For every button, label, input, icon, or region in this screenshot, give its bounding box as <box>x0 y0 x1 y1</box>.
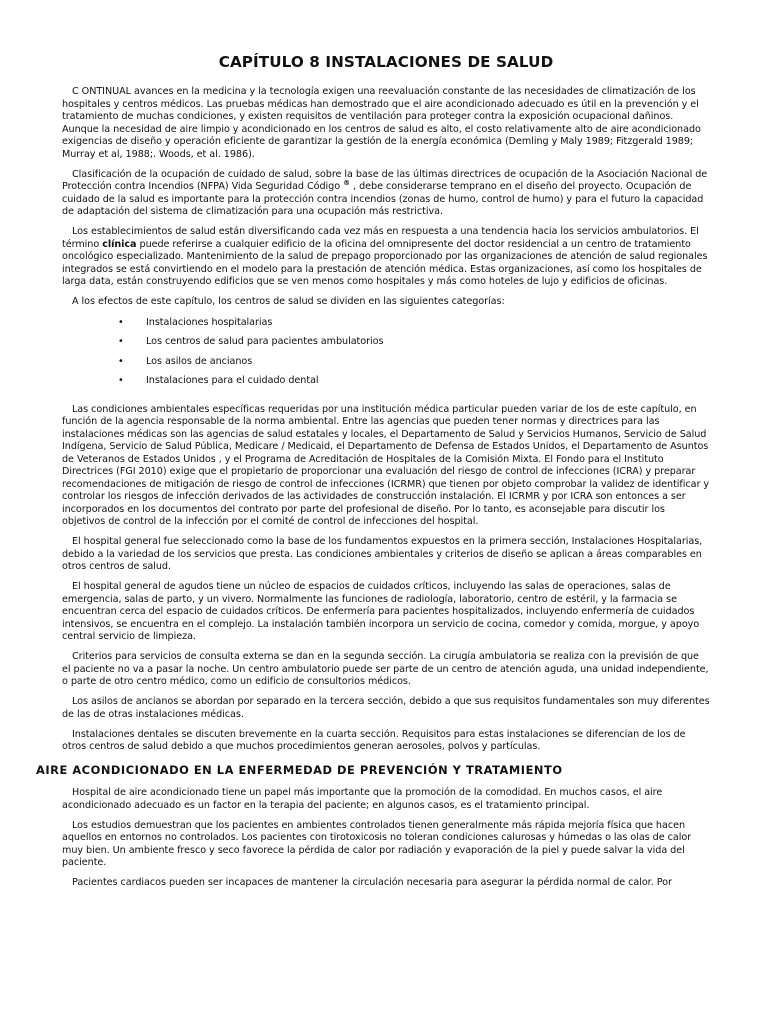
paragraph-studies: Los estudios demuestran que los pacientes en ambientes controlados tienen generalmente más rápida mejoría física que hacen aquellos en entornos no controlados. Los pacientes con tirotoxicosis no toleran condiciones calurosas y húmedas o las olas de calor muy bien. Un ambiente fresco y seco favorece la pérdida de calor por radiación y evaporación de la piel y puede salvar la vida del paciente. <box>62 819 692 868</box>
paragraph-categories-intro: A los efectos de este capítulo, los centros de salud se dividen en las siguientes categorías: <box>72 296 505 307</box>
document-body <box>36 86 710 890</box>
paragraph-cardiac-patients: Pacientes cardiacos pueden ser incapaces de mantener la circulación necesaria para asegurar la pérdida normal de calor. Por <box>72 877 672 888</box>
bullet-icon: • <box>118 375 124 386</box>
bullet-icon: • <box>118 355 124 367</box>
registered-mark: ® <box>343 178 351 187</box>
list-item-label: Instalaciones para el cuidado dental <box>146 375 319 386</box>
paragraph-text: puede referirse a cualquier edificio de la oficina del omnipresente del doctor residencial a un centro de tratamiento oncológico especializado. Mantenimiento de la salud de prepago proporcionado por las organizaciones de atención de salud regionales integrados se está convirtiendo en el modelo para la prestación de atención médica. Estas organizaciones, así como los hospitales de larga data, están construyendo edificios que se ven menos como hospitales y más como hoteles de lujo y edificios de oficinas. <box>62 238 708 287</box>
list-item <box>62 356 710 376</box>
categories-list <box>62 317 710 395</box>
list-item <box>62 317 710 337</box>
paragraph-text: Los establecimientos de salud están diversificando cada vez más en respuesta a una tendencia hacia los servicios ambulatorios. El término <box>62 226 699 250</box>
list-item-label: Los asilos de ancianos <box>146 355 253 367</box>
section-heading: AIRE ACONDICIONADO EN LA ENFERMEDAD DE PREVENCIÓN Y TRATAMIENTO <box>36 762 563 777</box>
paragraph-intro: C ONTINUAL avances en la medicina y la tecnología exigen una reevaluación constante de las necesidades de climatización de los hospitales y centros médicos. Las pruebas médicas han demostrado que el aire acondicionado adecuado es útil en la prevención y el tratamiento de muchas condiciones, y existen requisitos de ventilación para proteger contra la exposición ocupacional dañinos. Aunque la necesidad de aire limpio y acondicionado en los centros de salud es alto, el costo relativamente alto de aire acondicionado exigencias de diseño y operación eficiente de garantizar la gestión de la energía económica (Demling y Maly 1989; Fitzgerald 1989; Murray et al, 1988;. Woods, et al. 1986). <box>62 86 701 160</box>
paragraph-general-hospital: El hospital general fue seleccionado como la base de los fundamentos expuestos en la primera sección, Instalaciones Hospitalarias, debido a la variedad de los servicios que presta. Las condiciones ambientales y criterios de diseño se aplican a áreas comparables en otros centros de salud. <box>62 536 703 572</box>
paragraph-environmental-conditions: Las condiciones ambientales específicas requeridas por una institución médica particular pueden variar de los de este capítulo, en función de la agencia responsable de la norma ambiental. Entre las agencias que pueden tener normas y directrices para las instalaciones médicas son las agencias de salud estatales y locales, el Departamento de Salud y Servicios Humanos, Servicio de Salud Indígena, Servicio de Salud Pública, Medicare / Medicaid, el Departamento de Defensa de Estados Unidos, el Departamento de Asuntos de Veteranos de Estados Unidos , y el Programa de Acreditación de Hospitales de la Comisión Mixta. El Fondo para el Instituto Directrices (FGI 2010) exige que el propietario de proporcionar una evaluación del riesgo de control de infecciones (ICRA) y preparar recomendaciones de mitigación de riesgo de control de infecciones (ICRMR) que tienen por objeto comprobar la validez de identificar y controlar los riesgos de infección derivados de las actividades de construcción instalación. El ICRMR y por ICRA son entonces a ser incorporados en los documentos del contrato por parte del profesional de diseño. Por lo tanto, es aconsejable para discutir los objetivos de control de la infección por el comité de control de infecciones del hospital. <box>62 403 710 527</box>
list-item-label: Los centros de salud para pacientes ambulatorios <box>146 336 384 347</box>
paragraph-nursing-homes: Los asilos de ancianos se abordan por separado en la tercera sección, debido a que sus requisitos fundamentales son muy diferentes de las de otras instalaciones médicas. <box>62 696 710 720</box>
paragraph-air-conditioning-role: Hospital de aire acondicionado tiene un papel más importante que la promoción de la comodidad. En muchos casos, el aire acondicionado adecuado es un factor en la terapia del paciente; en algunos casos, es el tratamiento principal. <box>62 787 663 811</box>
bullet-icon: • <box>118 336 124 347</box>
paragraph-classification <box>62 169 710 219</box>
list-item <box>62 375 710 395</box>
paragraph-acute-hospital: El hospital general de agudos tiene un núcleo de espacios de cuidados críticos, incluyendo las salas de operaciones, salas de emergencia, salas de parto, y un vivero. Normalmente las funciones de radiología, laboratorio, centro de estéril, y la farmacia se encuentran cerca del espacio de cuidados críticos. De enfermería para pacientes hospitalizados, incluyendo enfermería de cuidados intensivos, se encuentra en el complejo. La instalación también incorpora un servicio de cocina, comedor y comida, morgue, y apoyo central servicio de limpieza. <box>62 581 700 642</box>
paragraph-dental: Instalaciones dentales se discuten brevemente en la cuarta sección. Requisitos para estas instalaciones se diferencian de los de otros centros de salud debido a que muchos procedimientos generan aerosoles, polvos y partículas. <box>62 728 686 752</box>
chapter-title: CAPÍTULO 8 INSTALACIONES DE SALUD <box>218 53 554 71</box>
list-item <box>62 336 710 356</box>
paragraph-text: , debe considerarse temprano en el diseño del proyecto. Ocupación de cuidado de la salud es importante para la protección contra incendios (zonas de humo, control de humo) y para el futuro la capacidad de adaptación del sistema de climatización para una ocupación más restrictiva. <box>62 181 704 217</box>
paragraph-ambulatory <box>62 226 710 289</box>
paragraph-outpatient: Criterios para servicios de consulta externa se dan en la segunda sección. La cirugía ambulatoria se realiza con la previsión de que el paciente no va a pasar la noche. Un centro ambulatorio puede ser parte de un centro de atención aguda, una unidad independiente, o parte de otro centro médico, como un edificio de consultorios médicos. <box>62 651 709 687</box>
paragraph-text: Clasificación de la ocupación de cuidado de salud, sobre la base de las últimas directrices de ocupación de la Asociación Nacional de Protección contra Incendios (NFPA) Vida Seguridad Código <box>62 168 708 192</box>
list-item-label: Instalaciones hospitalarias <box>146 316 273 328</box>
bold-term: clínica <box>102 238 137 250</box>
bullet-icon: • <box>118 316 124 328</box>
